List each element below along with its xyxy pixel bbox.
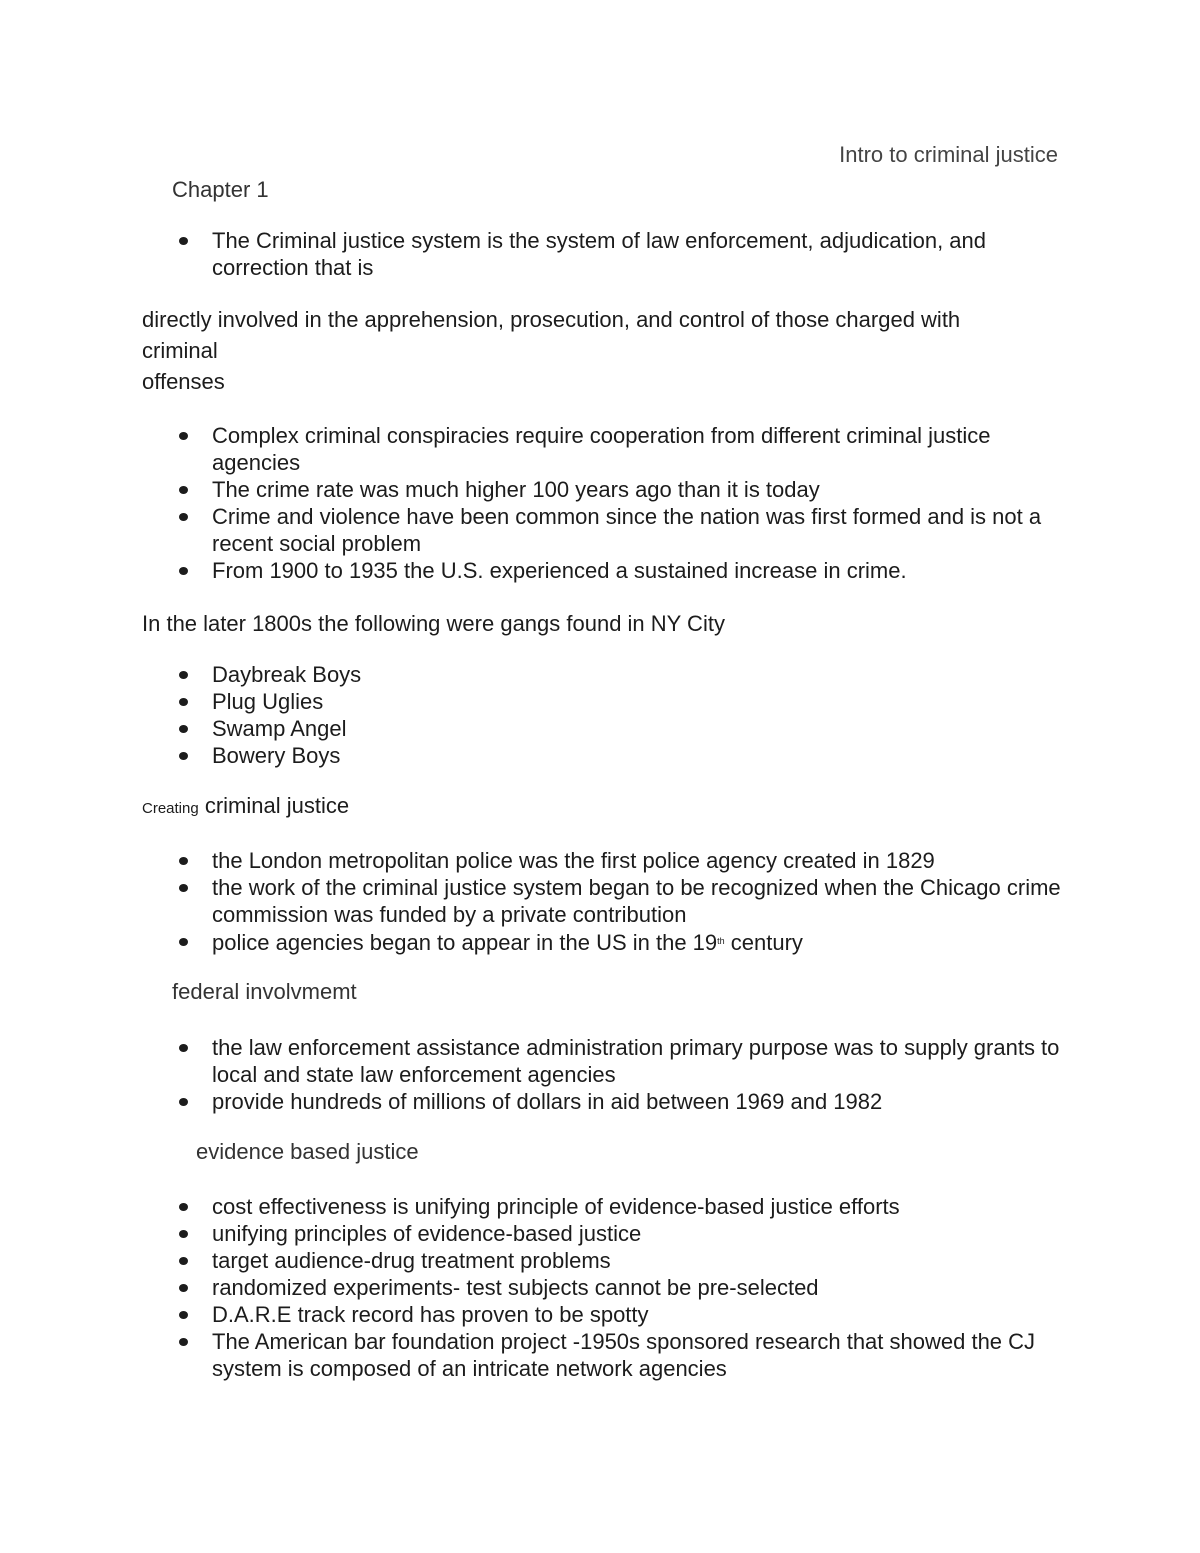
list-item-text: the work of the criminal justice system began to be recognized when the Chicago crime commission was funded by a private contribution xyxy=(212,875,1061,927)
list-item xyxy=(142,874,1072,928)
list-item xyxy=(142,847,1072,874)
list-item-text: target audience-drug treatment problems xyxy=(212,1248,611,1273)
list-item-text: Daybreak Boys xyxy=(212,662,362,687)
bullet-icon xyxy=(179,486,188,494)
list-item xyxy=(142,557,1072,584)
bullet-icon xyxy=(179,1203,188,1211)
list-item xyxy=(142,1034,1072,1088)
chapter-heading: Chapter 1 xyxy=(172,177,269,202)
bullet-icon xyxy=(179,432,188,440)
list-item xyxy=(142,1274,1072,1301)
creating-heading-rest: criminal justice xyxy=(198,793,350,818)
list-item-text: the law enforcement assistance administration primary purpose was to supply grants to local and state law enforcement agencies xyxy=(212,1035,1060,1087)
creating-heading-small: Creating xyxy=(142,800,199,817)
creating-heading xyxy=(142,790,349,824)
federal-bullet-list xyxy=(142,1034,1072,1115)
bullet-icon xyxy=(179,884,188,892)
creating-bullet-list xyxy=(142,847,1072,956)
list-item xyxy=(142,928,1072,956)
list-item xyxy=(142,1193,1072,1220)
list-item xyxy=(142,715,1072,742)
bullet-icon xyxy=(179,938,188,946)
list-item xyxy=(142,1328,1072,1382)
list-item-text: Crime and violence have been common since the nation was first formed and is not a recent social problem xyxy=(212,504,1042,556)
list-item xyxy=(142,1247,1072,1274)
bullet-icon xyxy=(179,1311,188,1319)
list-item-text: provide hundreds of millions of dollars in aid between 1969 and 1982 xyxy=(212,1089,883,1114)
list-item-text: cost effectiveness is unifying principle of evidence-based justice efforts xyxy=(212,1194,900,1219)
list-item-text: randomized experiments- test subjects cannot be pre-selected xyxy=(212,1275,819,1300)
list-item-text: unifying principles of evidence-based justice xyxy=(212,1221,642,1246)
bullet-icon xyxy=(179,237,188,245)
list-item xyxy=(142,688,1072,715)
list-item xyxy=(142,742,1072,769)
list-item xyxy=(142,476,1072,503)
intro-bullet-list xyxy=(142,227,1072,281)
list-item-text-before: police agencies began to appear in the US in the 19 xyxy=(212,930,718,955)
bullet-icon xyxy=(179,1284,188,1292)
list-item-text-after: century xyxy=(724,930,803,955)
list-item xyxy=(142,1088,1072,1115)
gangs-intro xyxy=(142,608,725,639)
paragraph-line: In the later 1800s the following were gangs found in NY City xyxy=(142,611,725,636)
bullet-icon xyxy=(179,1044,188,1052)
list-item-text: The Criminal justice system is the system of law enforcement, adjudication, and correction that is xyxy=(212,228,986,280)
list-item-text: the London metropolitan police was the first police agency created in 1829 xyxy=(212,848,935,873)
list-item-text: From 1900 to 1935 the U.S. experienced a sustained increase in crime. xyxy=(212,558,907,583)
list-item-text: D.A.R.E track record has proven to be spotty xyxy=(212,1302,649,1327)
paragraph-line: offenses xyxy=(142,369,225,394)
list-item xyxy=(142,503,1072,557)
history-bullet-list xyxy=(142,422,1072,584)
list-item-text: The American bar foundation project -1950s sponsored research that showed the CJ system is composed of an intricate network agencies xyxy=(212,1329,1036,1381)
list-item-text: Plug Uglies xyxy=(212,689,324,714)
evidence-heading: evidence based justice xyxy=(196,1139,419,1164)
bullet-icon xyxy=(179,567,188,575)
paragraph-line: directly involved in the apprehension, prosecution, and control of those charged with xyxy=(142,307,961,332)
ordinal-suffix: th xyxy=(717,936,725,946)
bullet-icon xyxy=(179,1338,188,1346)
bullet-icon xyxy=(179,671,188,679)
federal-heading: federal involvmemt xyxy=(172,979,357,1004)
gangs-list xyxy=(142,661,1072,769)
list-item-text: Bowery Boys xyxy=(212,743,341,768)
bullet-icon xyxy=(179,698,188,706)
list-item xyxy=(142,1220,1072,1247)
bullet-icon xyxy=(179,857,188,865)
bullet-icon xyxy=(179,1098,188,1106)
list-item-text: Swamp Angel xyxy=(212,716,347,741)
intro-paragraph xyxy=(142,304,960,397)
list-item xyxy=(142,1301,1072,1328)
paragraph-line: criminal xyxy=(142,338,218,363)
bullet-icon xyxy=(179,1230,188,1238)
bullet-icon xyxy=(179,725,188,733)
list-item xyxy=(142,661,1072,688)
list-item-text: Complex criminal conspiracies require cooperation from different criminal justice agencies xyxy=(212,423,991,475)
list-item-text: The crime rate was much higher 100 years ago than it is today xyxy=(212,477,820,502)
list-item xyxy=(142,227,1072,281)
document-header: Intro to criminal justice xyxy=(839,142,1058,167)
evidence-bullet-list xyxy=(142,1193,1072,1382)
list-item xyxy=(142,422,1072,476)
bullet-icon xyxy=(179,513,188,521)
bullet-icon xyxy=(179,752,188,760)
bullet-icon xyxy=(179,1257,188,1265)
